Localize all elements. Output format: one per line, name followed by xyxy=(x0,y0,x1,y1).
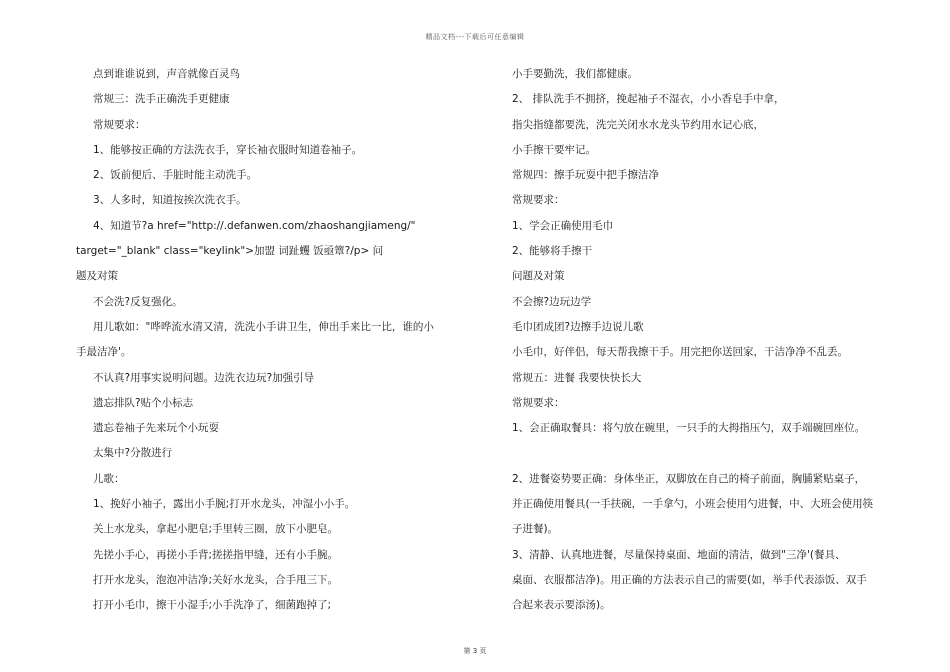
text-line: 小手要勤洗，我们都健康。 xyxy=(512,68,638,80)
text-line: 不会擦?边玩边学 xyxy=(512,295,592,308)
text-line: 3、清静、认真地进餐，尽量保持桌面、地面的清洁，做到"三净'(餐具、 xyxy=(512,548,846,561)
text-line: 4、知道节?a href="http://.defanwen.com/zhaoshangjiameng/" xyxy=(93,219,416,232)
text-line: 问题及对策 xyxy=(512,270,565,283)
text-line: 遗忘卷袖子先来玩个小玩耍 xyxy=(93,422,219,435)
text-line: 1、会正确取餐具：将勺放在碗里，一只手的大拇指压勺，双手端碗回座位。 xyxy=(512,422,866,435)
text-line: 1、能够按正确的方法洗衣手，穿长袖衣服时知道卷袖子。 xyxy=(93,143,363,156)
text-line: 关上水龙头，拿起小肥皂;手里转三圈，放下小肥皂。 xyxy=(93,523,339,536)
right-column xyxy=(512,62,908,619)
text-line: 题及对策 xyxy=(76,270,118,283)
text-line: 1、挽好小袖子，露出小手腕;打开水龙头，冲湿小小手。 xyxy=(93,498,356,511)
text-line: 2、 排队洗手不拥挤，挽起袖子不湿衣，小小香皂手中拿， xyxy=(512,93,785,106)
blank-line xyxy=(512,441,908,466)
text-line: 不认真?用事实说明问题。边洗衣边玩?加强引导 xyxy=(93,371,315,384)
page-number: 第 3 页 xyxy=(463,647,487,655)
left-column xyxy=(76,62,468,619)
text-line: 1、学会正确使用毛巾 xyxy=(512,219,614,232)
text-line: 用儿歌如："哗哗流水清又清，洗洗小手讲卫生，伸出手来比一比，谁的小 xyxy=(93,320,434,333)
text-line: 常规要求： xyxy=(512,194,565,207)
text-line: 并正确使用餐具(一手扶碗，一手拿勺，小班会使用勺进餐，中、大班会使用筷 xyxy=(512,498,874,511)
text-line: 遗忘排队?贴个小标志 xyxy=(93,396,194,409)
text-line: 2、能够将手擦干 xyxy=(512,245,593,258)
text-line: 常规要求： xyxy=(93,118,146,131)
text-line: 2、饭前便后、手脏时能主动洗手。 xyxy=(93,169,258,182)
text-line: 常规三：洗手正确洗手更健康 xyxy=(93,93,230,106)
text-line: 合起来表示要添汤)。 xyxy=(512,599,611,612)
text-line: target="_blank" class="keylink">加盟 词趾蠼 饭亟簟?/p> 问 xyxy=(76,245,384,258)
page-header: 精品文档---下载后可任意编辑 xyxy=(425,33,525,41)
text-line: 子进餐)。 xyxy=(512,523,559,536)
text-line: 常规四：擦手玩耍中把手擦洁净 xyxy=(512,169,659,182)
text-line: 常规五：进餐 我要快快长大 xyxy=(512,371,642,384)
text-line: 小毛巾，好伴侣，每天帮我擦干手。用完把你送回家，干洁净净不乱丢。 xyxy=(512,346,848,359)
text-line: 儿歌： xyxy=(93,472,125,485)
text-line: 毛巾团成团?边擦手边说儿歌 xyxy=(512,320,644,333)
text-line: 先搓小手心，再搓小手背;搓搓指甲缝，还有小手腕。 xyxy=(93,548,339,561)
text-line: 3、人多时，知道按挨次洗衣手。 xyxy=(93,194,247,207)
text-line: 桌面、衣服都洁净)。用正确的方法表示自己的需要(如，举手代表添饭、双手 xyxy=(512,573,867,586)
text-line: 点到谁谁说到，声音就像百灵鸟 xyxy=(93,68,240,80)
text-line: 2、进餐姿势要正确：身体坐正，双脚放在自己的椅子前面，胸脯紧贴桌子， xyxy=(512,472,866,485)
text-line: 手最洁净'。 xyxy=(76,346,132,359)
text-line: 常规要求： xyxy=(512,396,565,409)
text-line: 太集中?分散进行 xyxy=(93,447,173,460)
text-line: 不会洗?反复强化。 xyxy=(93,295,183,308)
text-line: 打开水龙头，泡泡冲洁净;关好水龙头，合手甩三下。 xyxy=(93,573,339,586)
text-line: 指尖指缝都要洗，洗完关闭水水龙头节约用水记心底， xyxy=(512,118,764,131)
text-line: 打开小毛巾，擦干小湿手;小手洗净了，细菌跑掉了; xyxy=(93,599,332,612)
text-line: 小手擦干要牢记。 xyxy=(512,143,596,156)
